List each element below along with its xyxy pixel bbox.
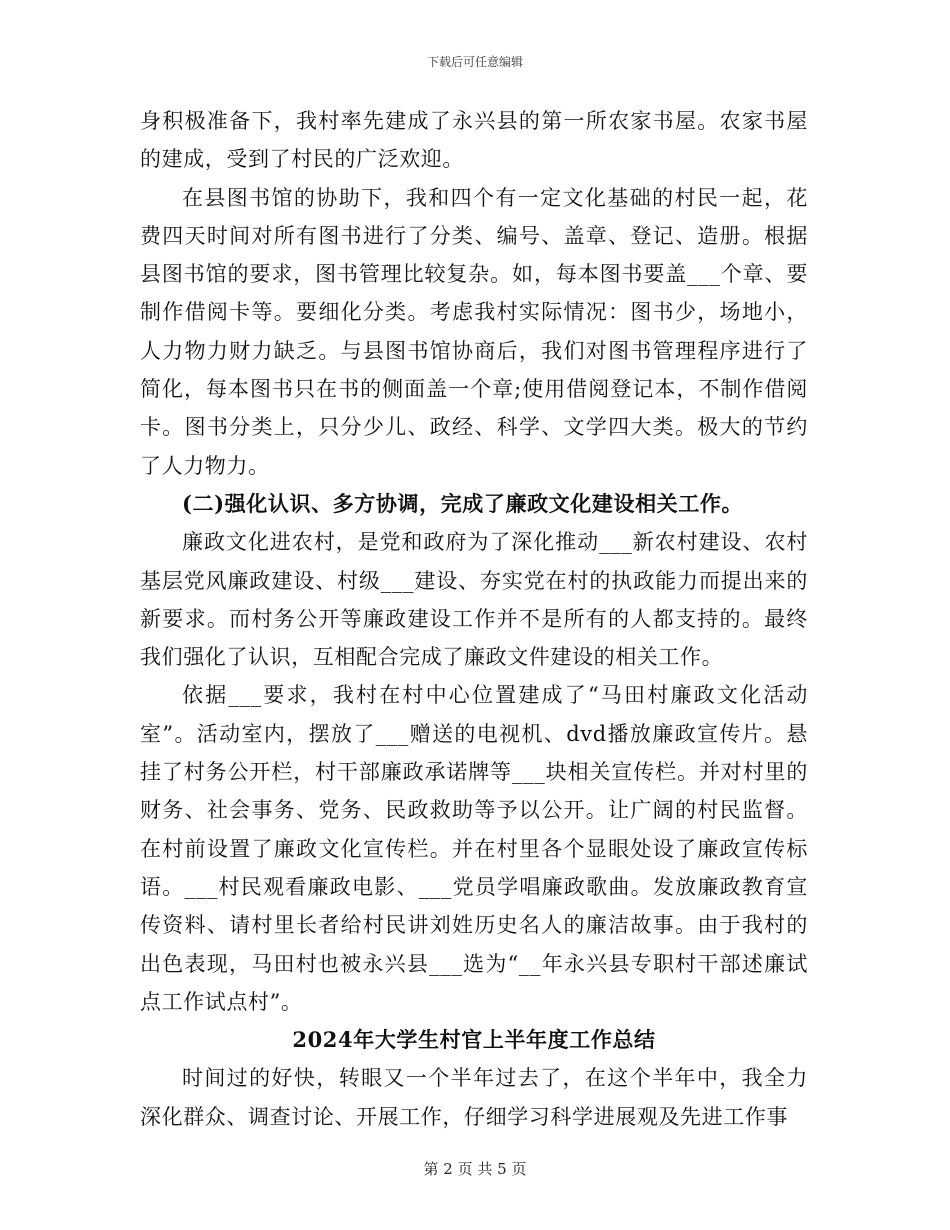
- paragraph-4: 依据___要求，我村在村中心位置建成了“马田村廉政文化活动室”。活动室内，摆放了___赠送的电视机、dvd播放廉政宣传片。悬挂了村务公开栏，村干部廉政承诺牌等___块相关宣传栏。并对村里的财务、社会事务、党务、民政救助等予以公开。让广阔的村民监督。在村前设置了廉政文化宣传栏。并在村里各个显眼处设了廉政宣传标语。___村民观看廉政电影、___党员学唱廉政歌曲。发放廉政教育宣传资料、请村里长者给村民讲刘姓历史名人的廉洁故事。由于我村的出色表现，马田村也被永兴县___选为“__年永兴县专职村干部述廉试点工作试点村”。: [140, 683, 808, 1014]
- section-heading: (二)强化认识、多方协调，完成了廉政文化建设相关工作。: [182, 490, 744, 516]
- paragraph-3: 廉政文化进农村，是党和政府为了深化推动___新农村建设、农村基层党风廉政建设、村级___建设、夯实党在村的执政能力而提出来的新要求。而村务公开等廉政建设工作并不是所有的人都支持的。最终我们强化了认识，互相配合完成了廉政文件建设的相关工作。: [140, 530, 808, 670]
- page-number: 第 2 页 共 5 页: [423, 1160, 527, 1178]
- document-body: [140, 102, 808, 1136]
- page-header-note: 下载后可任意编辑: [426, 55, 523, 69]
- paragraph-1: 身积极准备下，我村率先建成了永兴县的第一所农家书屋。农家书屋的建成，受到了村民的广泛欢迎。: [140, 109, 808, 172]
- document-title: 2024年大学生村官上半年度工作总结: [292, 1027, 656, 1053]
- paragraph-2: 在县图书馆的协助下，我和四个有一定文化基础的村民一起，花费四天时间对所有图书进行了分类、编号、盖章、登记、造册。根据县图书馆的要求，图书管理比较复杂。如，每本图书要盖___个章、要制作借阅卡等。要细化分类。考虑我村实际情况：图书少，场地小，人力物力财力缺乏。与县图书馆协商后，我们对图书管理程序进行了简化，每本图书只在书的侧面盖一个章;使用借阅登记本，不制作借阅卡。图书分类上，只分少儿、政经、科学、文学四大类。极大的节约了人力物力。: [140, 185, 808, 478]
- paragraph-5: 时间过的好快，转眼又一个半年过去了，在这个半年中，我全力深化群众、调查讨论、开展工作，仔细学习科学进展观及先进工作事: [140, 1066, 808, 1129]
